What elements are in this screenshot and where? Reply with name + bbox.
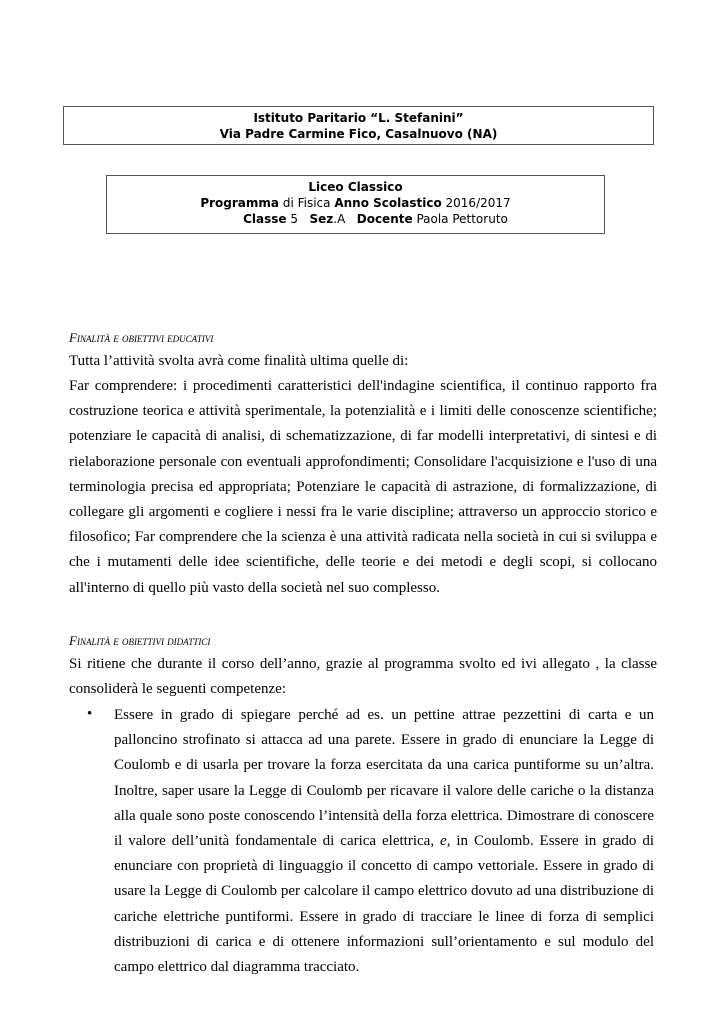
bullet1-text-a: Essere in grado di spiegare perché ad es. un pettine attrae pezzettini di carta e un palloncino strofinato si attacca ad una parete. Essere in grado di enunciare la Legge di Coulomb e di usarla per trovare la forza esercitata da una carica puntiforme su un’altra. Inoltre, saper usare la Legge di Coulomb per ricavare il valore delle cariche o la distanza alla quale sono poste conoscendo l’intensità della forza elettrica. Dimostrare di conoscere il valore dell’unità fondamentale di carica elettrica, (114, 707, 654, 850)
section1-paragraph: Far comprendere: i procedimenti caratteristici dell'indagine scientifica, il continuo rapporto fra costruzione teorica e attività sperimentale, la potenzialità e i limiti delle conoscenze scientifiche; potenziare le capacità di analisi, di schematizzazione, di far modelli interpretativi, di sintesi e di rielaborazione personale con eventuali approfondimenti; Consolidare l'acquisizione e l'uso di una terminologia precisa ed appropriata; Potenziare le capacità di astrazione, di formalizzazione, di collegare gli argomenti e cogliere i nessi fra le varie discipline; attraverso un approccio storico e filosofico; Far comprendere che la scienza è una attività radicata nella società in cui si sviluppa e che i mutamenti delle idee scientifiche, delle teorie e dei metodi e degli scopi, si collocano all'interno di quello più vasto della società nel suo complesso. (69, 378, 657, 596)
school-type: Liceo Classico (308, 180, 403, 194)
bullet-item-1 (114, 703, 654, 980)
school-address: Via Padre Carmine Fico, Casalnuovo (NA) (219, 127, 498, 141)
program-line (107, 195, 604, 211)
classe-value: 5 (290, 212, 299, 226)
anno-label: Anno Scolastico (334, 196, 442, 210)
school-header-box (63, 106, 654, 145)
programma-value: di Fisica (282, 196, 331, 210)
docente-value: Paola Pettoruto (416, 212, 508, 226)
section1-intro: Tutta l’attività svolta avrà come finalità ultima quelle di: (69, 353, 409, 369)
classe-label: Classe (243, 212, 287, 226)
programma-label: Programma (200, 196, 280, 210)
bullet1-text-b: in Coulomb. Essere in grado di enunciare con proprietà di linguaggio il concetto di campo vettoriale. Essere in grado di usare la Legge di Coulomb per calcolare il campo elettrico dovuto ad una distribuzione di cariche elettriche puntiformi. Essere in grado di tracciare le linee di forza di semplici distribuzioni di carica e di ottenere informazioni sull’orientamento e sul modulo del campo elettrico dal diagramma tracciato. (114, 833, 654, 976)
school-name: Istituto Paritario “L. Stefanini” (253, 111, 464, 125)
docente-label: Docente (356, 212, 413, 226)
section-heading-didattici: Finalità e obiettivi didattici (69, 633, 211, 648)
class-line (107, 211, 604, 227)
program-info-box (106, 175, 605, 234)
bullet1-italic-e: e, (440, 833, 451, 850)
anno-value: 2016/2017 (445, 196, 511, 210)
section2-intro: Si ritiene che durante il corso dell’anno, grazie al programma svolto ed ivi allegato , la classe consoliderà le seguenti competenze: (69, 656, 657, 698)
bullet-icon: • (87, 706, 93, 722)
section-heading-educativi: Finalità e obiettivi educativi (69, 330, 214, 345)
sez-value: .A (333, 212, 346, 226)
sez-label: Sez (309, 212, 334, 226)
